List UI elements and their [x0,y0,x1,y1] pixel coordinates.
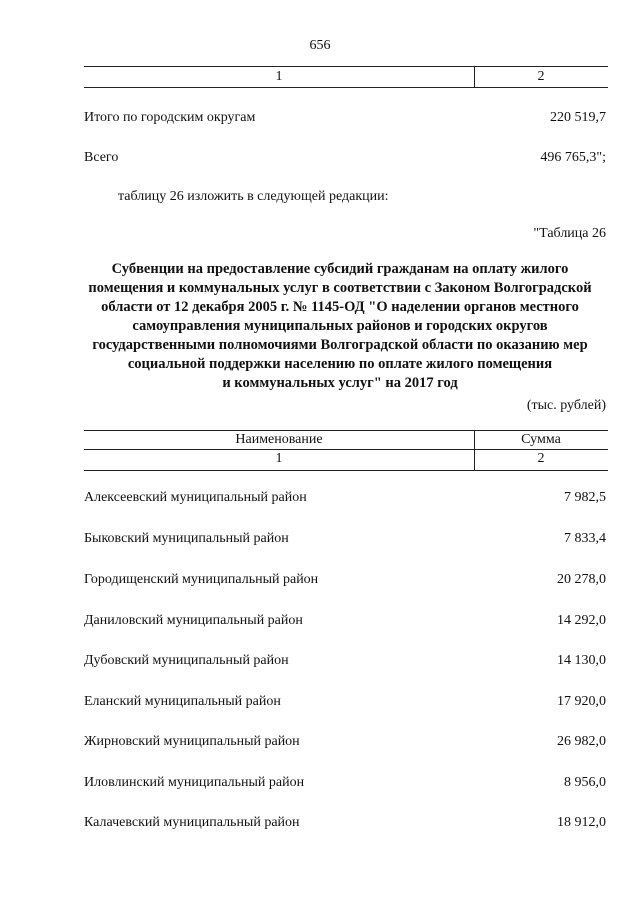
grand-total-label: Всего [84,150,119,165]
title-line: и коммунальных услуг" на 2017 год [222,375,458,391]
district-name: Алексеевский муниципальный район [84,490,307,505]
district-name: Быковский муниципальный район [84,531,289,546]
main-table-rule-bottom [84,470,608,471]
district-value: 17 920,0 [557,694,606,709]
title-line: социальной поддержки населению по оплате жилого помещения [127,356,553,372]
district-value: 20 278,0 [557,572,606,587]
district-value: 8 956,0 [564,775,606,790]
units-label: (тыс. рублей) [526,398,606,413]
title-line: государственными полномочиями Волгоградской области по оказанию мер [92,337,588,353]
district-value: 7 833,4 [564,531,606,546]
district-name: Даниловский муниципальный район [84,613,303,628]
page-number: 656 [309,38,331,53]
top-table-col1-number: 1 [275,69,283,84]
district-name: Иловлинский муниципальный район [84,775,305,790]
header-col2-number: 2 [537,451,545,466]
document-title [60,260,620,393]
district-value: 7 982,5 [564,490,606,505]
district-value: 18 912,0 [557,815,606,830]
top-table-rule-bottom [84,87,608,88]
main-table-rule-top [84,430,608,431]
district-name: Дубовский муниципальный район [84,653,289,668]
table-label: "Таблица 26 [533,226,606,241]
top-table-col2-number: 2 [537,69,545,84]
header-name: Наименование [235,432,323,447]
main-table-rule-mid [84,449,608,450]
total-urban-districts-label: Итого по городским округам [84,110,256,125]
district-value: 14 130,0 [557,653,606,668]
district-value: 26 982,0 [557,734,606,749]
title-line: помещения и коммунальных услуг в соответствии с Законом Волгоградской [88,280,592,296]
header-sum: Сумма [521,432,561,447]
title-line: Субвенции на предоставление субсидий гражданам на оплату жилого [111,261,569,277]
district-name: Калачевский муниципальный район [84,815,300,830]
total-urban-districts-value: 220 519,7 [550,110,606,125]
instruction-text: таблицу 26 изложить в следующей редакции: [118,189,389,204]
header-col1-number: 1 [275,451,283,466]
title-line: самоуправления муниципальных районов и городских округов [132,318,548,334]
district-name: Еланский муниципальный район [84,694,281,709]
district-name: Жирновский муниципальный район [84,734,300,749]
title-line: области от 12 декабря 2005 г. № 1145-ОД "О наделении органов местного [101,299,579,315]
district-name: Городищенский муниципальный район [84,572,319,587]
district-value: 14 292,0 [557,613,606,628]
grand-total-value: 496 765,3"; [540,150,606,165]
top-table-rule-top [84,66,608,67]
